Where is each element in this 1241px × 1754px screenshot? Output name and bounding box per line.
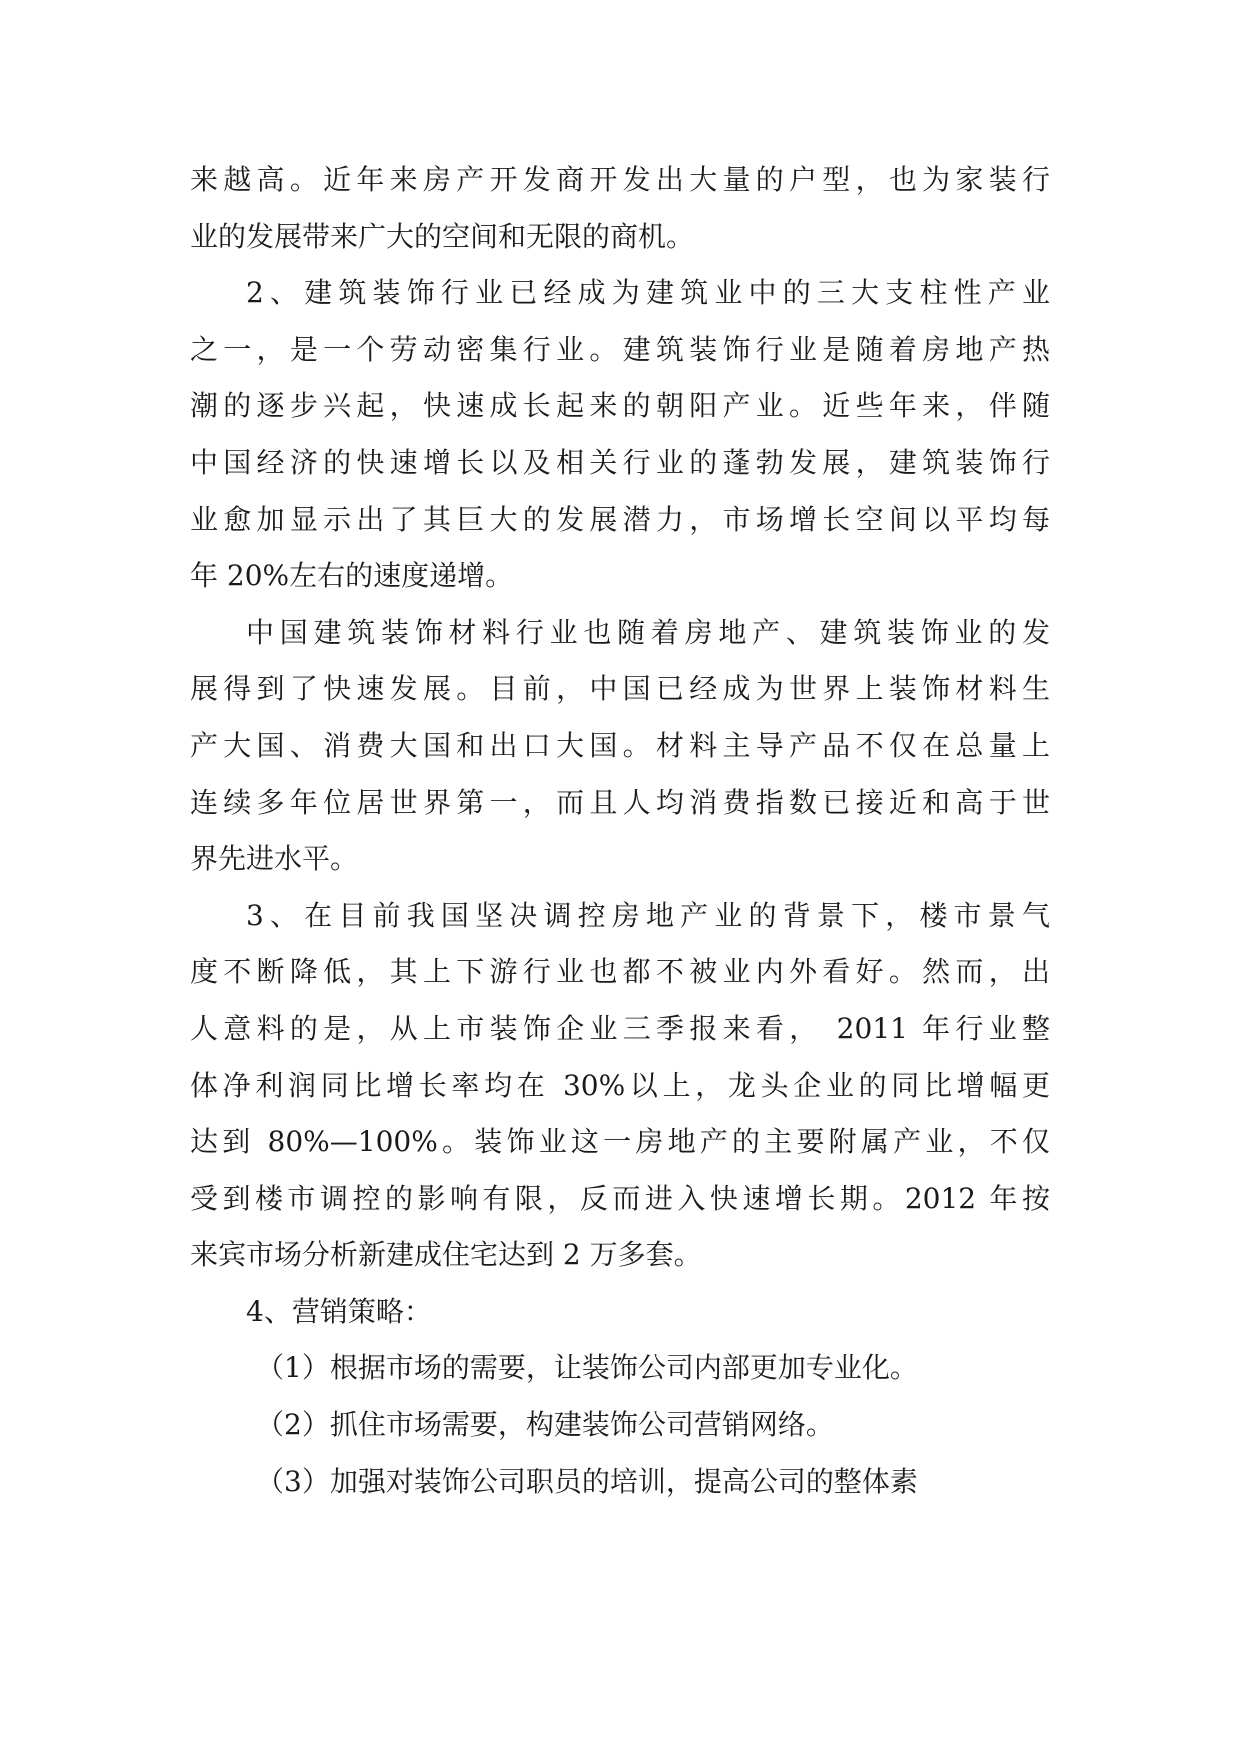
text-line: 之一，是一个劳动密集行业。建筑装饰行业是随着房地产热 — [190, 332, 1050, 366]
list-item: （3）加强对装饰公司职员的培训，提高公司的整体素 — [256, 1464, 918, 1498]
text-line: 潮的逐步兴起，快速成长起来的朝阳产业。近些年来，伴随 — [190, 389, 1050, 423]
text-line: 产大国、消费大国和出口大国。材料主导产品不仅在总量上 — [190, 728, 1050, 762]
text-line: 连续多年位居世界第一，而且人均消费指数已接近和高于世 — [190, 785, 1050, 819]
text-line: 人意料的是，从上市装饰企业三季报来看， 2011 年行业整 — [190, 1011, 1050, 1045]
text-line: 年 20%左右的速度递增。 — [190, 559, 514, 593]
text-line: 3、在目前我国坚决调控房地产业的背景下，楼市景气 — [246, 898, 1050, 932]
text-line: 体净利润同比增长率均在 30%以上，龙头企业的同比增幅更 — [190, 1068, 1050, 1102]
text-line: 展得到了快速发展。目前，中国已经成为世界上装饰材料生 — [190, 672, 1050, 706]
text-line: 来越高。近年来房产开发商开发出大量的户型，也为家装行 — [190, 163, 1050, 196]
text-line: 业的发展带来广大的空间和无限的商机。 — [190, 219, 695, 253]
text-line: 中国建筑装饰材料行业也随着房地产、建筑装饰业的发 — [246, 615, 1050, 649]
text-line: 度不断降低，其上下游行业也都不被业内外看好。然而，出 — [190, 955, 1050, 989]
text-line: 中国经济的快速增长以及相关行业的蓬勃发展，建筑装饰行 — [190, 445, 1050, 479]
list-item: （2）抓住市场需要，构建装饰公司营销网络。 — [256, 1408, 834, 1442]
text-line: 来宾市场分析新建成住宅达到 2 万多套。 — [190, 1238, 702, 1272]
text-line: 界先进水平。 — [190, 842, 359, 876]
text-line: 业愈加显示出了其巨大的发展潜力，市场增长空间以平均每 — [190, 502, 1050, 536]
list-item: （1）根据市场的需要，让装饰公司内部更加专业化。 — [256, 1351, 918, 1385]
document-body — [190, 152, 1050, 1510]
text-line: 2、建筑装饰行业已经成为建筑业中的三大支柱性产业 — [246, 276, 1050, 310]
text-line: 4、营销策略： — [246, 1294, 432, 1328]
text-line: 达到 80%—100%。装饰业这一房地产的主要附属产业，不仅 — [190, 1125, 1050, 1159]
text-line: 受到楼市调控的影响有限，反而进入快速增长期。2012 年按 — [190, 1181, 1050, 1215]
